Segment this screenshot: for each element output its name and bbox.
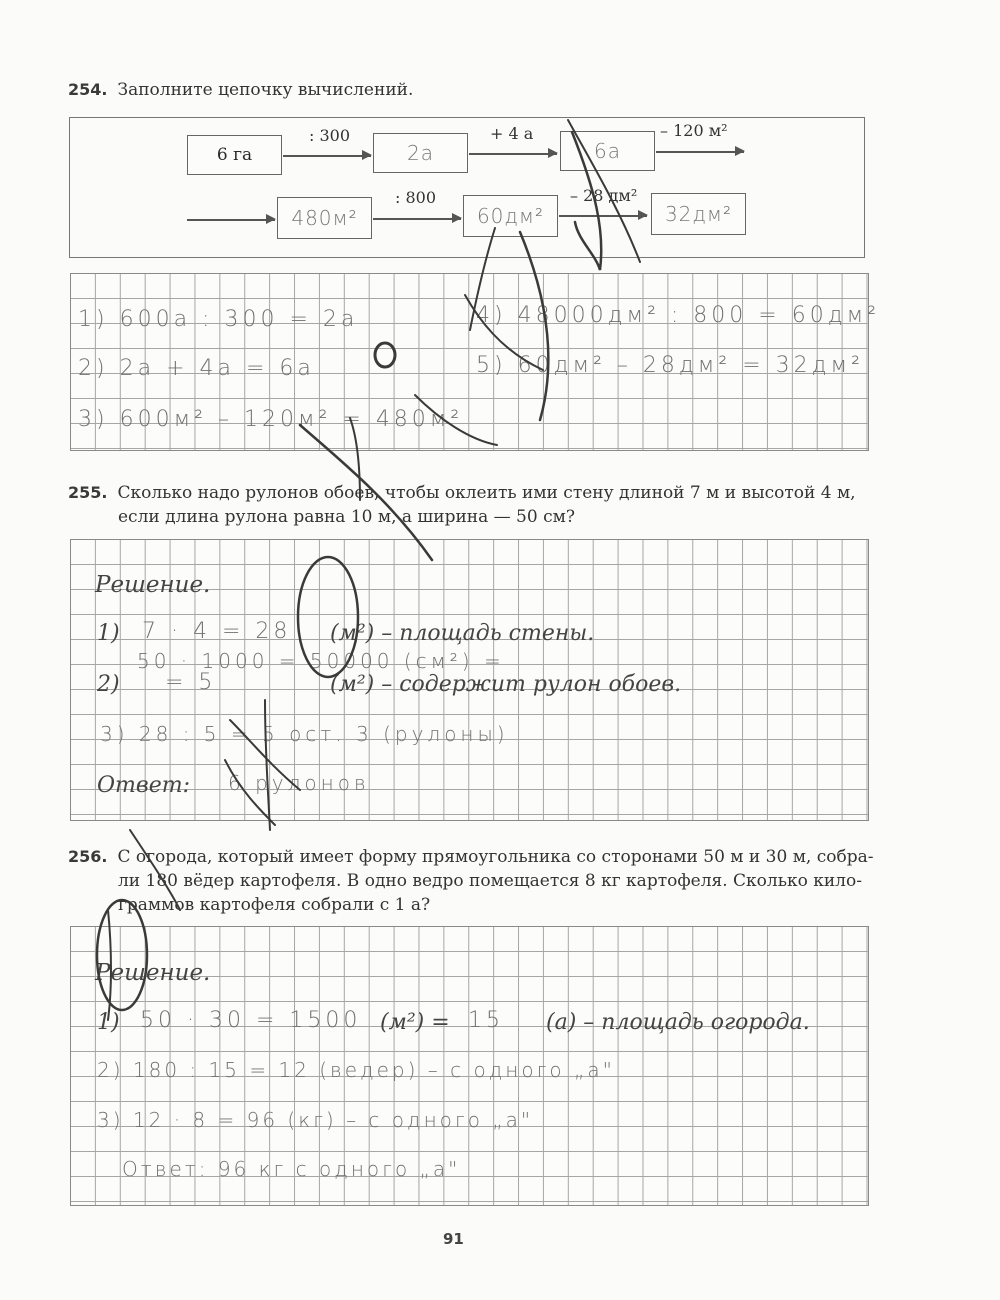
step-1-desc: (м²) – площадь стены. [330,621,595,646]
arrow-icon [656,151,744,153]
chain-operation-4: : 800 [395,188,437,207]
task-254-title [68,78,413,102]
step-1-unit: (м²) = [380,1010,450,1035]
task-number: 255. [68,483,108,502]
chain-value: 2а [407,141,434,165]
arrow-icon [283,155,371,157]
step-2-desc: (м²) – содержит рулон обоев. [330,672,682,697]
task-255-title-line-2: если длина рулона равна 10 м, а ширина — 50 см? [118,507,575,527]
arrow-icon [373,218,461,220]
step-1-calc: 7 · 4 = 28 [142,619,292,644]
solution-line-1 [78,307,358,332]
chain-box-4[interactable] [277,197,372,239]
chain-operation-2: + 4 а [490,124,534,143]
step-3-calc: 3) 12 · 8 = 96 (кг) – с одного „а" [97,1108,534,1132]
page-number: 91 [443,1230,464,1248]
answer-text: Ответ: 96 кг с одного „а" [122,1157,461,1181]
chain-box-5[interactable] [463,195,558,237]
chain-operation-1: : 300 [309,126,351,145]
step-2-extra-calc: 50 · 1000 = 50000 (см²) = [137,649,505,673]
step-text: 600м² – 120м² = 480м² [119,407,464,432]
step-number: 4) [476,303,507,328]
chain-value: 60дм² [476,204,545,228]
task-number: 256. [68,847,108,866]
solution-line-3 [78,407,463,432]
chain-operation-5: – 28 дм² [570,186,638,205]
chain-value: 32дм² [664,202,733,226]
task-text-line-1: С огорода, который имеет форму прямоугольника со сторонами 50 м и 30 м, собра- [117,847,874,867]
chain-box-6[interactable] [651,193,746,235]
step-number: 1) [97,1010,120,1035]
step-1-result: 15 [468,1008,504,1033]
step-text: 600а : 300 = 2а [119,307,359,332]
step-1-desc: (а) – площадь огорода. [546,1010,810,1035]
task-text-line-1: Сколько надо рулонов обоев, чтобы оклеить ими стену длиной 7 м и высотой 4 м, [117,483,856,503]
step-3-calc: 3) 28 : 5 = 5 ост. 3 (рулоны) [100,722,509,746]
step-text: 2а + 4а = 6а [119,356,315,381]
solution-line-4 [476,303,880,328]
task-256-title [68,845,873,869]
chain-box-2[interactable] [373,133,468,173]
task-text: Заполните цепочку вычислений. [117,80,414,100]
arrow-icon [559,215,647,217]
task-256-title-line-3: граммов картофеля собрали с 1 а? [118,895,431,915]
task-number: 254. [68,80,108,99]
solution-label: Решение. [95,572,211,598]
chain-box-1 [187,135,282,175]
step-number: 5) [476,353,507,378]
answer-text: 6 рулонов [228,771,370,795]
chain-value: 6а [594,139,621,163]
solution-line-5 [476,353,864,378]
chain-box-3[interactable] [560,131,655,171]
step-number: 2) [97,672,120,697]
step-number: 1) [78,307,109,332]
step-number: 1) [97,621,120,646]
step-1-calc: 50 · 30 = 1500 [140,1008,362,1033]
solution-line-2 [78,356,315,381]
task-256-title-line-2: ли 180 вёдер картофеля. В одно ведро помещается 8 кг картофеля. Сколько кило- [118,871,862,891]
task-255-title [68,481,856,505]
arrow-icon [187,219,275,221]
chain-value: 480м² [291,206,358,230]
step-2-calc: = 5 [165,670,217,695]
step-number: 3) [78,407,109,432]
solution-label: Решение. [95,960,211,986]
answer-label: Ответ: [97,773,190,798]
step-number: 2) [78,356,109,381]
chain-value: 6 га [216,145,253,165]
step-text: 60дм² – 28дм² = 32дм² [517,353,864,378]
step-text: 48000дм² : 800 = 60дм² [517,303,881,328]
arrow-icon [469,153,557,155]
step-2-calc: 2) 180 : 15 = 12 (ведер) – с одного „а" [97,1058,615,1082]
chain-operation-3: – 120 м² [660,121,728,140]
